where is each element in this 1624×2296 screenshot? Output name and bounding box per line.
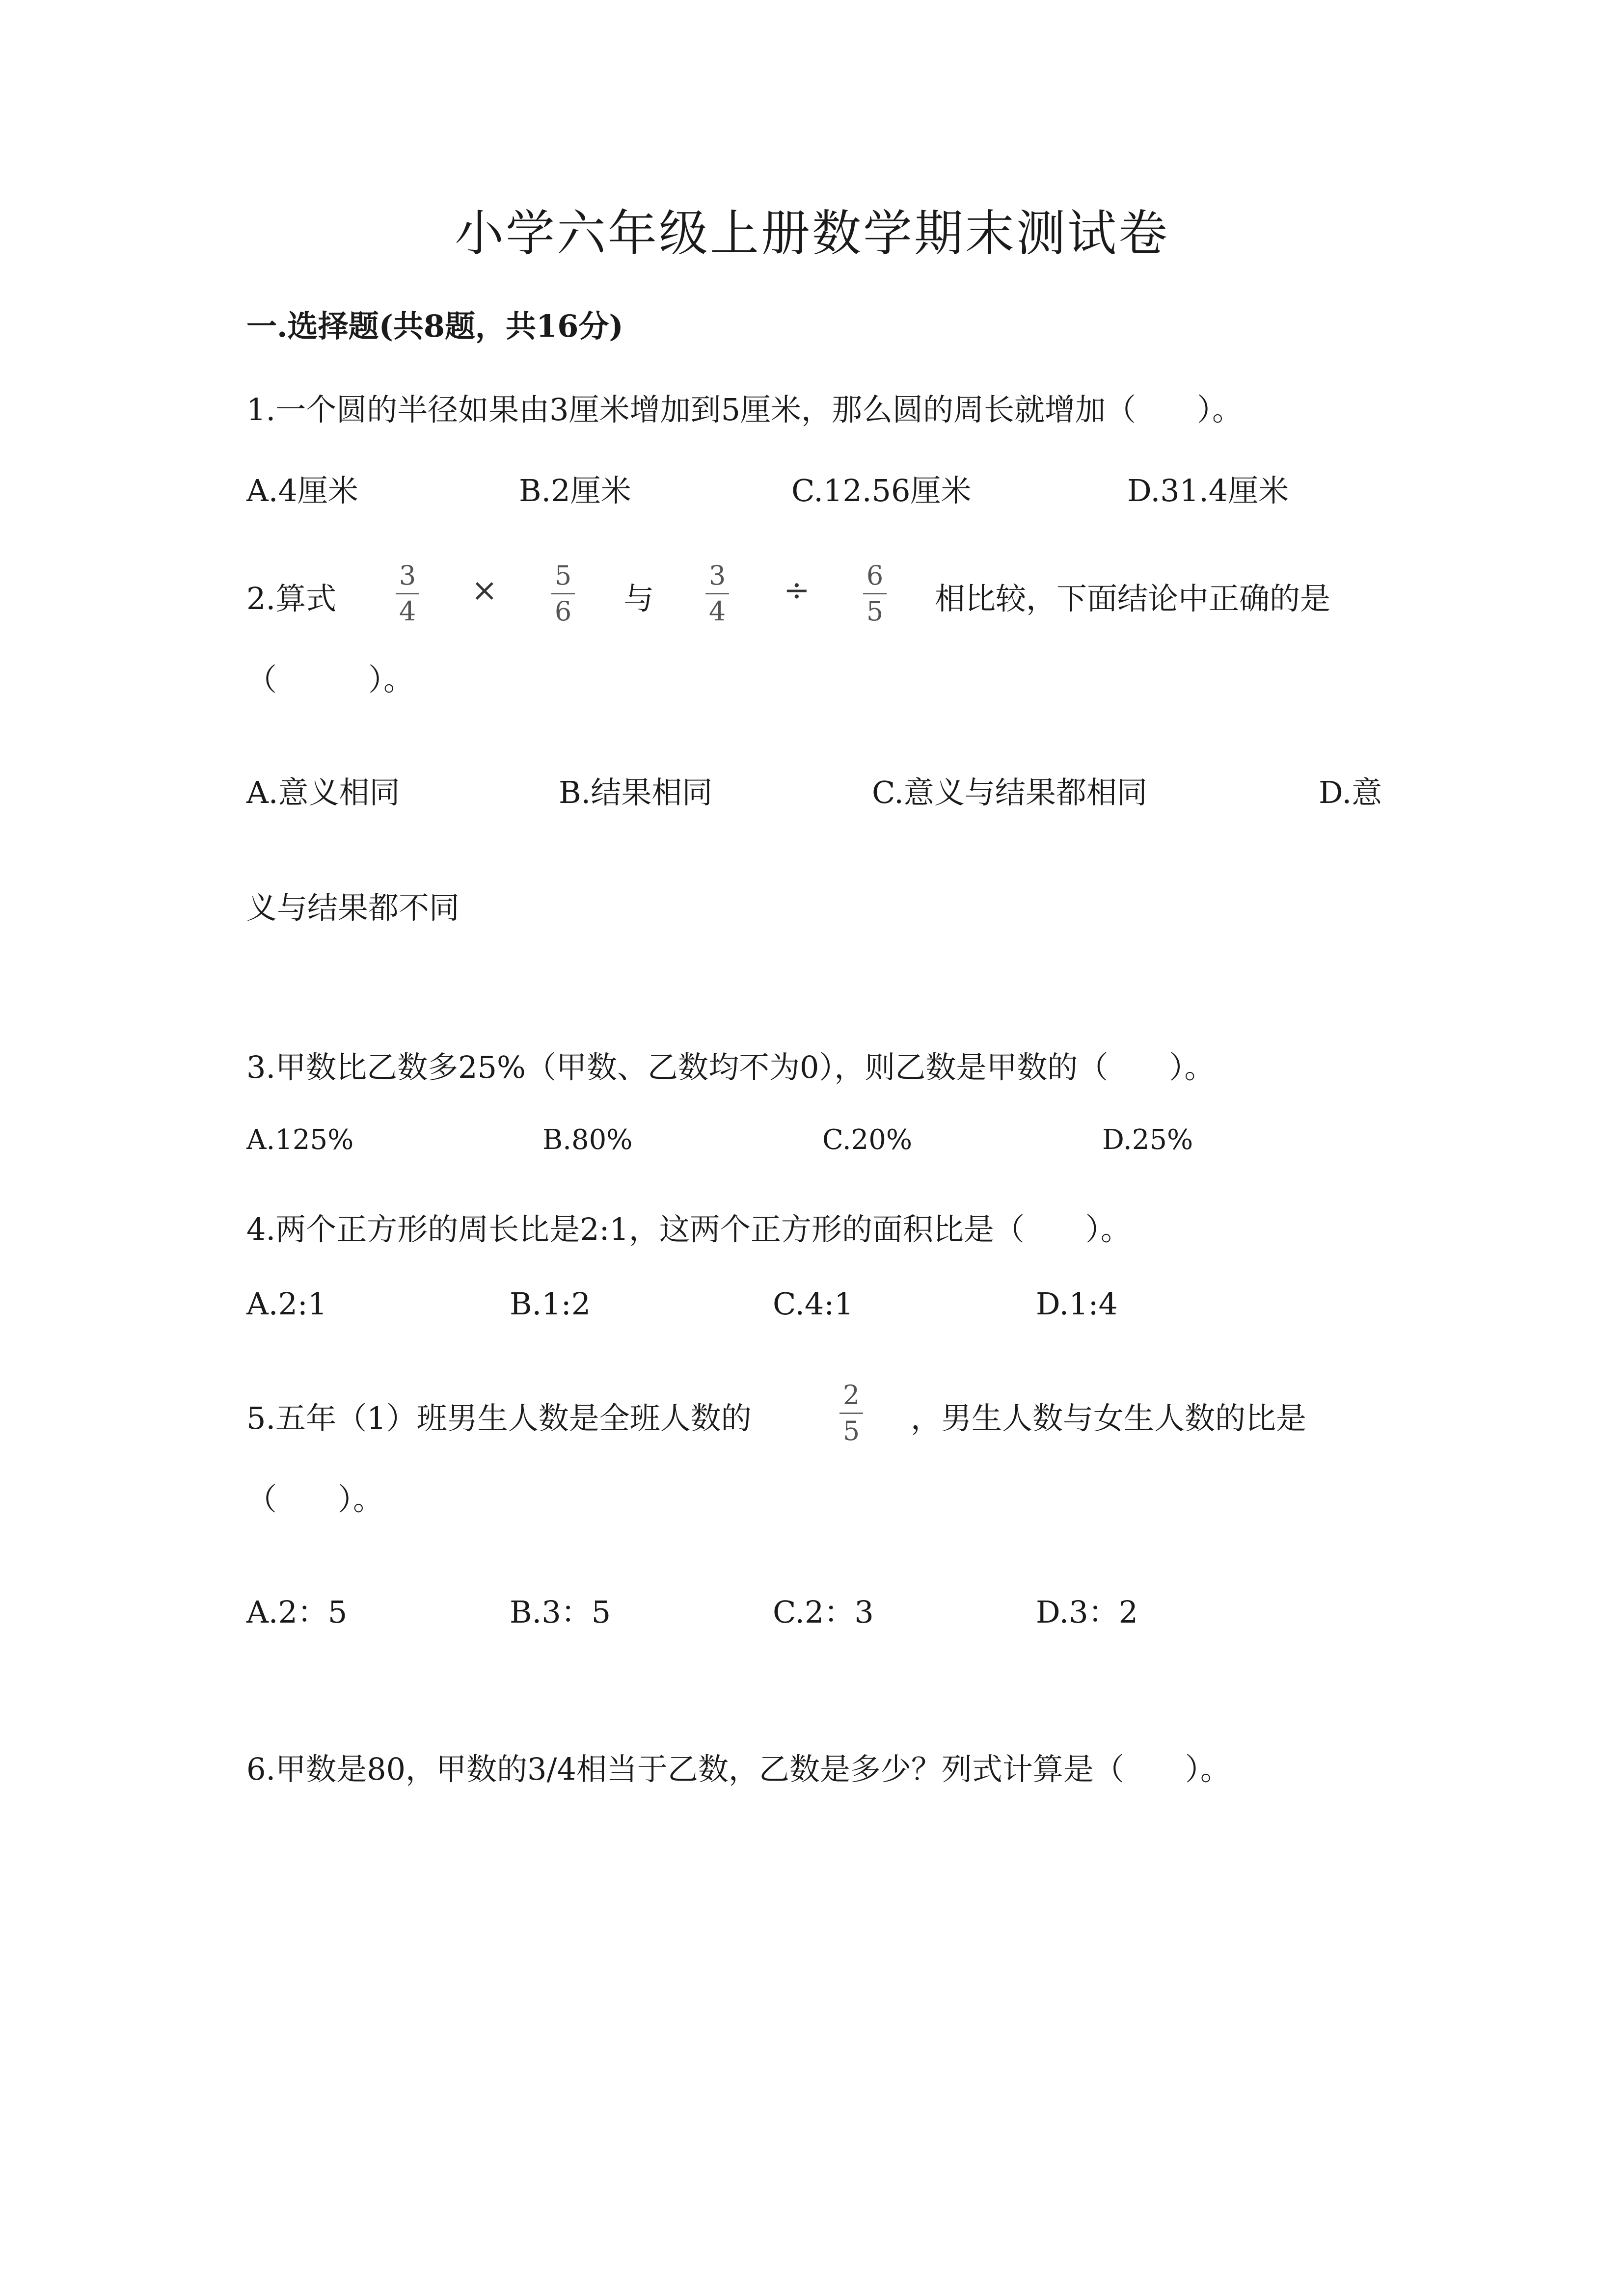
- question-2-suffix: 相比较，下面结论中正确的是: [935, 581, 1331, 616]
- fraction-numerator: 3: [399, 560, 416, 591]
- question-4-option-a: A.2:1: [246, 1286, 327, 1322]
- fraction-denominator: 5: [866, 596, 884, 627]
- question-1-option-d: D.31.4厘米: [1127, 473, 1289, 508]
- fraction-3-4: [393, 562, 422, 625]
- question-2-option-d: D.意: [1319, 774, 1382, 810]
- fraction-denominator: 5: [842, 1415, 860, 1446]
- question-2-with: 与: [623, 581, 654, 616]
- question-5-option-c: C.2：3: [773, 1594, 874, 1630]
- question-5-option-a: A.2：5: [246, 1594, 348, 1630]
- question-4-option-c: C.4:1: [773, 1286, 854, 1322]
- fraction-2-5: [837, 1382, 866, 1444]
- question-2-option-a: A.意义相同: [246, 774, 400, 810]
- question-3-option-c: C.20%: [822, 1124, 913, 1156]
- question-3-stem: 3.甲数比乙数多25%（甲数、乙数均不为0），则乙数是甲数的（ ）。: [246, 1049, 1215, 1085]
- fraction-numerator: 2: [842, 1380, 860, 1411]
- question-5-prefix: 5.五年（1）班男生人数是全班人数的: [246, 1400, 752, 1436]
- times-sign: ×: [471, 572, 498, 609]
- fraction-bar: [551, 593, 575, 594]
- question-5-suffix: ，男生人数与女生人数的比是: [911, 1400, 1307, 1436]
- question-2-option-b: B.结果相同: [559, 774, 713, 810]
- question-2-option-c: C.意义与结果都相同: [872, 774, 1147, 810]
- fraction-bar: [396, 593, 419, 594]
- fraction-6-5: [860, 562, 890, 625]
- question-3-option-b: B.80%: [542, 1124, 633, 1156]
- question-6-stem: 6.甲数是80，甲数的3/4相当于乙数，乙数是多少？列式计算是（ ）。: [246, 1751, 1231, 1787]
- question-5-blank: （ ）。: [246, 1481, 384, 1517]
- question-1-option-a: A.4厘米: [246, 473, 358, 508]
- fraction-numerator: 3: [708, 560, 726, 591]
- fraction-denominator: 4: [399, 596, 416, 627]
- question-5-option-d: D.3：2: [1036, 1594, 1138, 1630]
- fraction-3-4-second: [703, 562, 732, 625]
- divide-sign: ÷: [784, 572, 810, 609]
- question-5-option-b: B.3：5: [510, 1594, 611, 1630]
- page-title: 小学六年级上册数学期末测试卷: [455, 205, 1169, 262]
- question-4-option-d: D.1:4: [1036, 1286, 1118, 1322]
- fraction-bar: [705, 593, 729, 594]
- fraction-denominator: 6: [554, 596, 572, 627]
- question-2-option-d-continued: 义与结果都不同: [246, 890, 460, 926]
- fraction-bar: [839, 1413, 863, 1414]
- question-3-option-a: A.125%: [246, 1124, 354, 1156]
- question-3-option-d: D.25%: [1102, 1124, 1193, 1156]
- fraction-numerator: 6: [866, 560, 884, 591]
- fraction-denominator: 4: [708, 596, 726, 627]
- fraction-bar: [863, 593, 887, 594]
- question-1-option-c: C.12.56厘米: [791, 473, 972, 508]
- question-2-prefix: 2.算式: [246, 581, 337, 616]
- question-1-option-b: B.2厘米: [519, 473, 631, 508]
- question-1-stem: 1.一个圆的半径如果由3厘米增加到5厘米，那么圆的周长就增加（ ）。: [246, 392, 1243, 427]
- question-4-option-b: B.1:2: [510, 1286, 591, 1322]
- section-heading: 一.选择题(共8题，共16分): [246, 308, 623, 344]
- fraction-numerator: 5: [554, 560, 572, 591]
- fraction-5-6: [548, 562, 578, 625]
- question-2-blank: （ ）。: [246, 662, 414, 697]
- question-4-stem: 4.两个正方形的周长比是2:1，这两个正方形的面积比是（ ）。: [246, 1211, 1131, 1247]
